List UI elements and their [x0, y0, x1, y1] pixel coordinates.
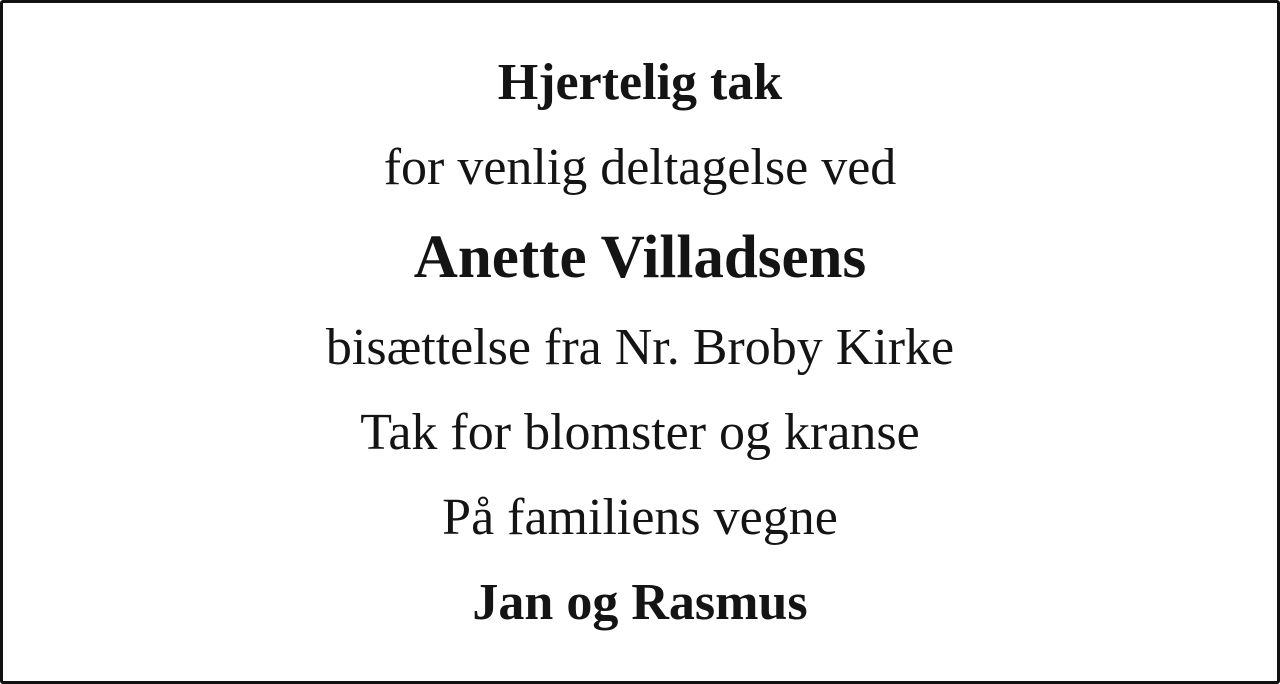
- ceremony-text: bisættelse fra Nr. Broby Kirke: [325, 318, 955, 376]
- participation-text: for venlig deltagelse ved: [383, 138, 897, 196]
- on-behalf-text: På familiens vegne: [442, 488, 838, 546]
- signature-text: Jan og Rasmus: [472, 573, 808, 631]
- memorial-notice: [3, 40, 1277, 645]
- notice-title: Hjertelig tak: [497, 53, 783, 111]
- thanks-text: Tak for blomster og kranse: [360, 403, 920, 461]
- deceased-name: Anette Villadsens: [413, 223, 867, 291]
